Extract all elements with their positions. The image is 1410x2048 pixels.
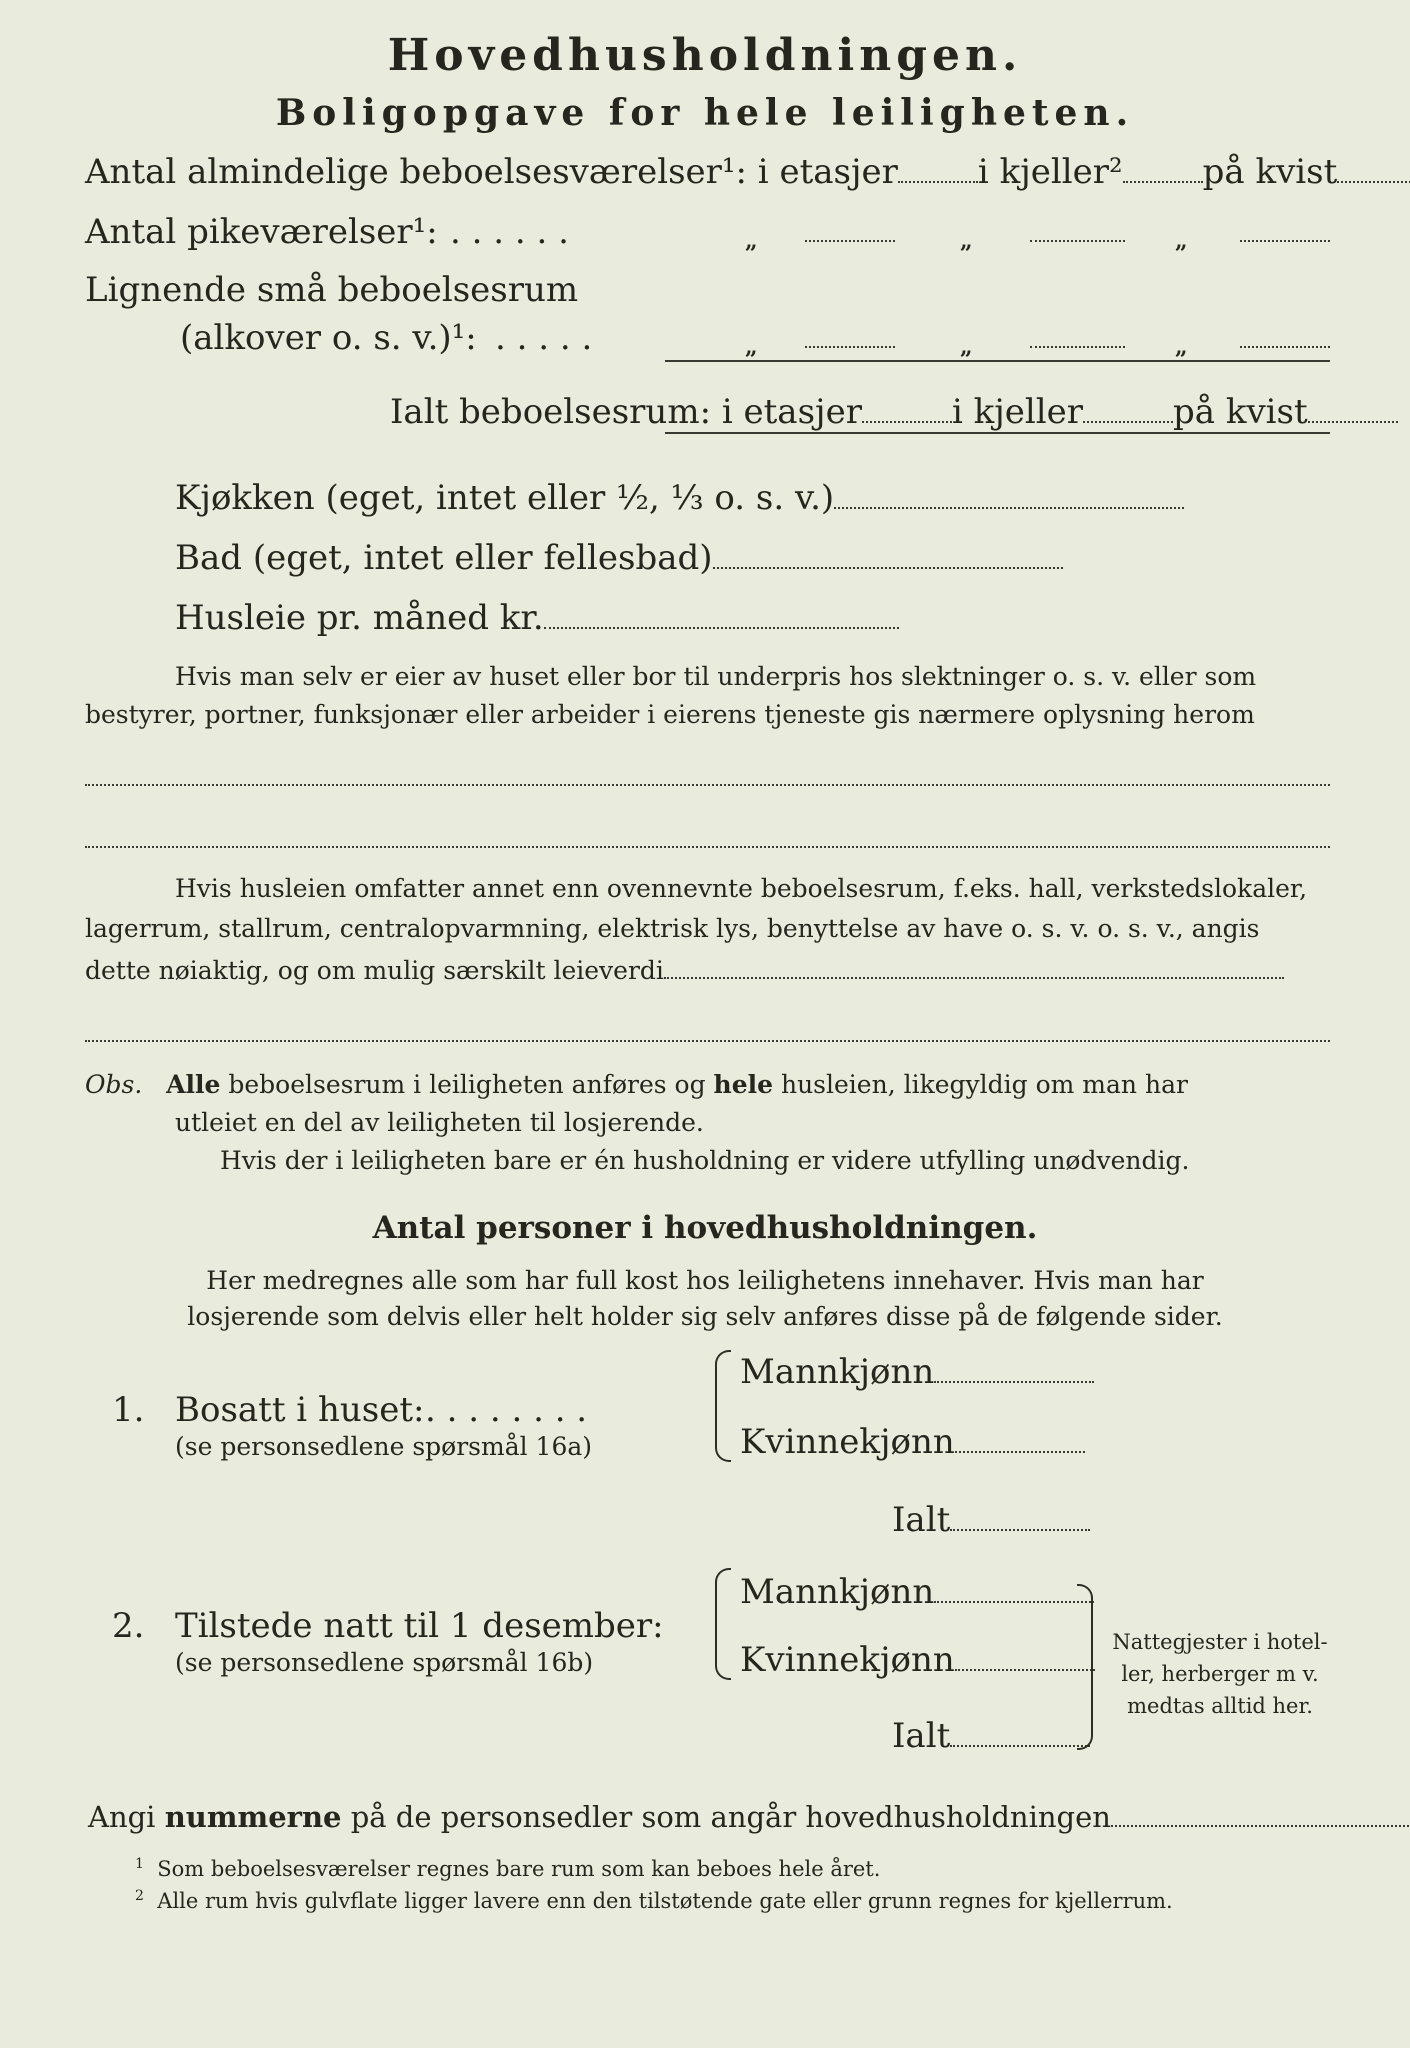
rent-note-line3 [85,952,1284,990]
rooms-line1-label: Antal almindelige beboelsesværelser¹: i etasjer [85,152,898,192]
q2-brace [715,1568,731,1680]
ditto-mark: „ [1175,334,1188,360]
rent-note-line2: lagerrum, stallrum, centralopvarmning, elektrisk lys, benyttelse av have o. s. v. o. s. v., angis [85,914,1260,943]
leieverdi-answer-line[interactable] [85,1040,1330,1042]
q2-male-field[interactable] [934,1601,1094,1603]
rooms-line3-leader: . . . . . [495,318,593,358]
kitchen-line [175,478,1184,518]
rooms-total-kvist: på kvist [1173,392,1308,432]
q1-total-label: Ialt [892,1500,951,1540]
q2-note [1105,1626,1335,1722]
obs-alle: Alle [166,1070,221,1099]
obs-line3: Hvis der i leiligheten bare er én husholdning er videre utfylling unødvendig. [220,1146,1190,1175]
q2-total-line [892,1716,1090,1756]
rent-line [175,598,899,638]
obs-line1-mid: beboelsesrum i leiligheten anføres og [228,1070,706,1099]
q2-total-field[interactable] [950,1745,1090,1747]
ditto-mark: „ [960,334,973,360]
footnote-1-text: Som beboelsesværelser regnes bare rum som kan beboes hele året. [157,1857,881,1881]
alkove-etasjer-field[interactable] [805,346,895,348]
q2-total-label: Ialt [892,1716,951,1756]
etasjer-field[interactable] [898,181,978,183]
leieverdi-field[interactable] [664,977,1284,979]
rooms-line2-leader: . . . . . . [450,212,569,252]
rooms-line1 [85,152,1410,192]
obs-label: Obs. [85,1070,143,1099]
form-title: Hovedhusholdningen. [387,30,1023,81]
q1-number: 1. [112,1390,145,1430]
rooms-total-line [390,392,1398,432]
kjeller-field[interactable] [1123,181,1203,183]
footnote-1-mark: 1 [135,1856,144,1872]
obs-line1-end: husleien, likegyldig om man har [780,1070,1188,1099]
rooms-total-kjeller: i kjeller [951,392,1084,432]
q1-total-field[interactable] [950,1529,1090,1531]
sum-rule [665,360,1330,362]
rent-note-line3-text: dette nøiaktig, og om mulig særskilt leieverdi [85,956,664,985]
q2-ref: (se personsedlene spørsmål 16b) [175,1648,594,1677]
owner-note-line1: Hvis man selv er eier av huset eller bor til underpris hos slektninger o. s. v. eller som [175,662,1257,691]
q1-male-field[interactable] [934,1381,1094,1383]
numbers-angi: Angi [88,1800,156,1834]
ditto-mark: „ [745,334,758,360]
footnote-2-text: Alle rum hvis gulvflate ligger lavere enn den tilstøtende gate eller grunn regnes for kjellerrum. [157,1889,1173,1913]
q2-female-line [740,1640,1095,1680]
rooms-total-etasjer: i etasjer [721,392,862,432]
pike-etasjer-field[interactable] [805,240,895,242]
alkove-kvist-field[interactable] [1240,346,1330,348]
rooms-line1-kjeller: i kjeller² [977,152,1123,192]
footnote-2 [135,1888,1173,1913]
persons-heading: Antal personer i hovedhusholdningen. [372,1210,1038,1246]
obs-line1 [85,1066,1188,1104]
q1-male-line [740,1352,1094,1392]
q2-note-line2: ler, herberger m v. [1121,1662,1319,1686]
obs-line2: utleiet en del av leiligheten til losjerende. [175,1108,704,1137]
obs-hele: hele [713,1070,774,1099]
persons-intro2: losjerende som delvis eller helt holder sig selv anføres disse på de følgende sider. [187,1302,1223,1331]
numbers-line [88,1800,1410,1834]
q1-female-line [740,1422,1085,1462]
q1-female-label: Kvinnekjønn [740,1422,955,1462]
owner-answer-line2[interactable] [85,846,1330,848]
total-kjeller-field[interactable] [1083,421,1173,423]
total-etasjer-field[interactable] [862,421,952,423]
footnote-1 [135,1856,880,1881]
rent-note-line1: Hvis husleien omfatter annet enn ovennevnte beboelsesrum, f.eks. hall, verkstedslokaler, [175,874,1308,903]
q1-female-field[interactable] [955,1451,1085,1453]
q2-note-line1: Nattegjester i hotel- [1112,1630,1328,1654]
q2-label: Tilstede natt til 1 desember: [175,1606,664,1646]
rooms-line2-label: Antal pikeværelser¹: [85,212,438,252]
owner-answer-line1[interactable] [85,784,1330,786]
q1-ref: (se personsedlene spørsmål 16a) [175,1432,593,1461]
q1-brace [715,1350,731,1462]
total-kvist-field[interactable] [1308,421,1398,423]
kvist-field[interactable] [1337,181,1410,183]
rent-label: Husleie pr. måned kr. [175,598,544,638]
alkove-kjeller-field[interactable] [1030,346,1125,348]
q1-label: Bosatt i huset: [175,1390,425,1430]
bath-line [175,538,1063,578]
owner-note-line2: bestyrer, portner, funksjonær eller arbeider i eierens tjeneste gis nærmere oplysning herom [85,700,1255,729]
ditto-mark: „ [745,228,758,254]
pike-kjeller-field[interactable] [1030,240,1125,242]
kitchen-label: Kjøkken (eget, intet eller ½, ⅓ o. s. v.) [175,478,835,518]
rooms-line3a-label: Lignende små beboelsesrum [85,270,579,310]
form-subtitle: Boligopgave for hele leiligheten. [275,92,1135,134]
rooms-line1-kvist: på kvist [1202,152,1338,192]
numbers-rest: på de personsedler som angår hovedhusholdningen [350,1800,1111,1834]
q2-male-label: Mannkjønn [740,1572,935,1612]
rooms-line3b-label: (alkover o. s. v.)¹: [180,318,477,358]
footnote-2-mark: 2 [135,1888,144,1904]
ditto-mark: „ [1175,228,1188,254]
q2-number: 2. [112,1606,145,1646]
q2-female-field[interactable] [955,1669,1095,1671]
q1-male-label: Mannkjønn [740,1352,935,1392]
ditto-mark: „ [960,228,973,254]
total-rule [665,432,1330,434]
numbers-field[interactable] [1111,1825,1410,1827]
q2-male-line [740,1572,1094,1612]
bath-field[interactable] [713,567,1063,569]
numbers-nummerne: nummerne [164,1800,342,1834]
q1-total-line [892,1500,1090,1540]
pike-kvist-field[interactable] [1240,240,1330,242]
bath-label: Bad (eget, intet eller fellesbad) [175,538,713,578]
q2-right-brace [1077,1584,1093,1750]
q2-note-line3: medtas alltid her. [1127,1694,1313,1718]
q2-female-label: Kvinnekjønn [740,1640,955,1680]
kitchen-field[interactable] [834,507,1184,509]
persons-intro1: Her medregnes alle som har full kost hos leilighetens innehaver. Hvis man har [206,1266,1204,1295]
q1-leader: . . . . . . . . [425,1390,588,1430]
rooms-total-label: Ialt beboelsesrum: [390,392,712,432]
rent-field[interactable] [544,627,899,629]
